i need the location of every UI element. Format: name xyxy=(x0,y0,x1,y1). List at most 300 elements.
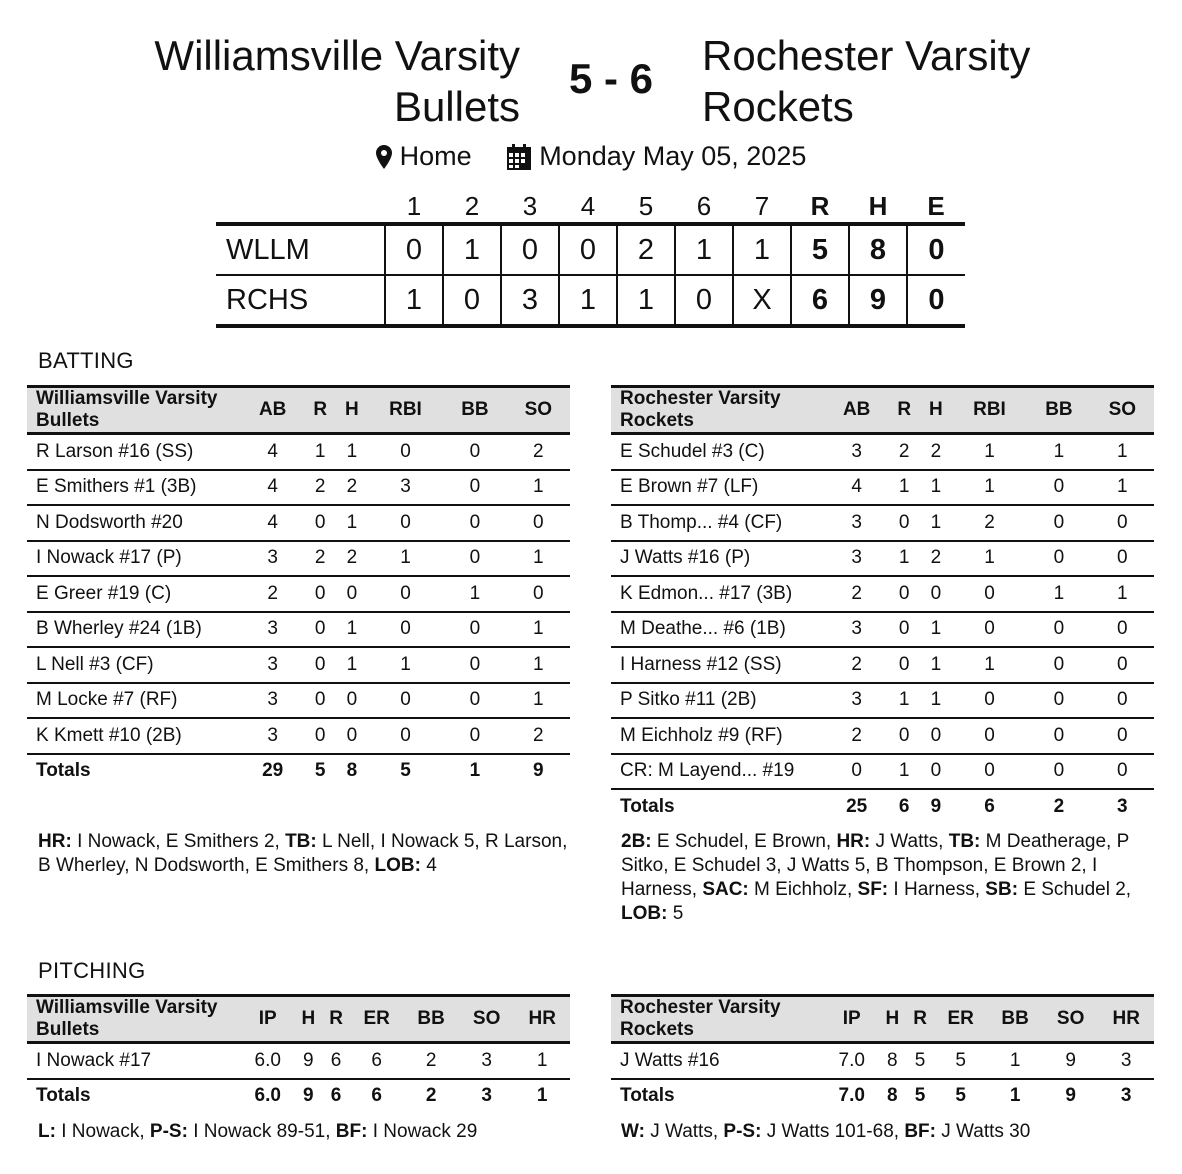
linescore-hits: 9 xyxy=(849,275,907,326)
stat-cell: 0 xyxy=(304,718,336,754)
table-row xyxy=(27,1043,570,1079)
stat-cell: 2 xyxy=(825,647,888,683)
player-name: N Dodsworth #20 xyxy=(27,505,241,541)
column-header: H xyxy=(294,996,322,1043)
note-label: P-S: xyxy=(723,1121,762,1142)
linescore-header-inning: 3 xyxy=(522,190,538,221)
stat-cell: 3 xyxy=(241,683,304,719)
table-row xyxy=(611,434,1154,470)
stat-cell: 5 xyxy=(906,1043,934,1079)
totals-cell: 5 xyxy=(934,1079,987,1114)
stat-cell: 0 xyxy=(368,576,444,612)
stat-cell: 0 xyxy=(304,683,336,719)
stat-cell: 0 xyxy=(952,612,1028,648)
stat-cell: 0 xyxy=(443,505,506,541)
stat-cell: 3 xyxy=(1098,1043,1154,1079)
totals-cell: 2 xyxy=(403,1079,459,1114)
totals-cell: 9 xyxy=(920,789,952,824)
stat-cell: 2 xyxy=(336,541,368,577)
player-name: K Edmon... #17 (3B) xyxy=(611,576,825,612)
away-team-line1: Williamsville Varsity xyxy=(154,32,520,79)
column-header: HR xyxy=(1098,996,1154,1043)
totals-cell: 29 xyxy=(241,754,304,789)
player-name: K Kmett #10 (2B) xyxy=(27,718,241,754)
column-header: BB xyxy=(1027,387,1090,434)
player-name: I Nowack #17 (P) xyxy=(27,541,241,577)
stat-cell: 1 xyxy=(952,470,1028,506)
player-name: B Wherley #24 (1B) xyxy=(27,612,241,648)
note-label: 2B: xyxy=(621,831,652,852)
stat-cell: 0 xyxy=(1091,683,1154,719)
note-text: J Watts 30 xyxy=(941,1121,1031,1142)
stat-cell: 2 xyxy=(403,1043,459,1079)
stat-cell: 0 xyxy=(368,718,444,754)
totals-cell: 3 xyxy=(459,1079,515,1114)
stat-cell: 0 xyxy=(336,718,368,754)
player-name: CR: M Layend... #19 xyxy=(611,754,825,790)
stat-cell: 2 xyxy=(241,576,304,612)
stat-cell: 1 xyxy=(336,612,368,648)
note-label: HR: xyxy=(836,831,871,852)
home-team-line1: Rochester Varsity xyxy=(702,32,1031,79)
stat-cell: 8 xyxy=(878,1043,906,1079)
linescore-cell: 1 xyxy=(559,275,617,326)
linescore-header-inning: 2 xyxy=(464,190,480,221)
totals-row xyxy=(611,1079,1154,1114)
column-header: BB xyxy=(987,996,1043,1043)
stat-cell: 0 xyxy=(1091,754,1154,790)
stat-cell: 1 xyxy=(507,612,570,648)
stat-cell: 0 xyxy=(1027,612,1090,648)
note-label: TB: xyxy=(285,831,317,852)
player-name: M Locke #7 (RF) xyxy=(27,683,241,719)
note-text: M Eichholz, xyxy=(754,879,853,900)
stat-cell: 3 xyxy=(368,470,444,506)
linescore-row xyxy=(216,224,965,275)
stat-cell: 1 xyxy=(888,683,920,719)
stat-cell: 5 xyxy=(934,1043,987,1079)
totals-row xyxy=(611,789,1154,824)
table-row xyxy=(611,718,1154,754)
totals-cell: 8 xyxy=(878,1079,906,1114)
stat-cell: 0 xyxy=(1027,754,1090,790)
stat-cell: 1 xyxy=(507,647,570,683)
stat-cell: 0 xyxy=(336,576,368,612)
map-pin-icon xyxy=(376,145,392,169)
column-header: IP xyxy=(825,996,878,1043)
stat-cell: 1 xyxy=(952,647,1028,683)
stat-cell: 0 xyxy=(952,683,1028,719)
final-score: 5 - 6 xyxy=(568,55,654,102)
stat-cell: 2 xyxy=(304,470,336,506)
linescore-cell: 1 xyxy=(385,275,443,326)
totals-label: Totals xyxy=(27,754,241,789)
stat-cell: 4 xyxy=(241,434,304,470)
home-team-name xyxy=(702,30,1122,132)
calendar-icon xyxy=(507,144,531,170)
player-name: E Smithers #1 (3B) xyxy=(27,470,241,506)
player-name: M Deathe... #6 (1B) xyxy=(611,612,825,648)
batting-table-home xyxy=(611,385,1154,824)
table-row xyxy=(27,541,570,577)
stat-cell: 0 xyxy=(888,718,920,754)
table-row xyxy=(611,612,1154,648)
player-name: B Thomp... #4 (CF) xyxy=(611,505,825,541)
stat-cell: 7.0 xyxy=(825,1043,878,1079)
stat-cell: 3 xyxy=(459,1043,515,1079)
linescore-header-inning: 5 xyxy=(638,190,654,221)
location-text: Home xyxy=(399,141,472,172)
linescore-row xyxy=(216,275,965,326)
note-text: L Nell, I Nowack 5, R Larson, B Wherley, N Dodsworth, E Smithers 8, xyxy=(38,831,568,876)
totals-cell: 5 xyxy=(906,1079,934,1114)
note-label: LOB: xyxy=(621,903,668,924)
totals-cell: 1 xyxy=(987,1079,1043,1114)
linescore-hits: 8 xyxy=(849,224,907,275)
column-header: SO xyxy=(459,996,515,1043)
linescore-cell: 3 xyxy=(501,275,559,326)
note-label: HR: xyxy=(38,831,72,852)
column-header: IP xyxy=(241,996,294,1043)
stat-cell: 1 xyxy=(987,1043,1043,1079)
player-name: I Nowack #17 xyxy=(27,1043,241,1079)
linescore-cell: 0 xyxy=(385,224,443,275)
note-text: 5 xyxy=(672,903,684,924)
note-label: P-S: xyxy=(149,1121,188,1142)
note-text: I Nowack 89-51, xyxy=(193,1121,331,1142)
player-name: J Watts #16 xyxy=(611,1043,825,1079)
stat-cell: 1 xyxy=(920,683,952,719)
column-header-team: Williamsville Varsity Bullets xyxy=(27,387,241,434)
batting-table-away xyxy=(27,385,570,788)
column-header: SO xyxy=(1043,996,1099,1043)
column-header: R xyxy=(304,387,336,434)
linescore-cell: 1 xyxy=(443,224,501,275)
away-team-line2: Bullets xyxy=(393,83,520,130)
stat-cell: 4 xyxy=(241,470,304,506)
stat-cell: 3 xyxy=(241,647,304,683)
stat-cell: 0 xyxy=(888,576,920,612)
player-name: P Sitko #11 (2B) xyxy=(611,683,825,719)
totals-cell: 25 xyxy=(825,789,888,824)
stat-cell: 1 xyxy=(507,470,570,506)
stat-cell: 0 xyxy=(443,683,506,719)
pitching-notes-away xyxy=(38,1120,578,1144)
totals-cell: 3 xyxy=(1091,789,1154,824)
stat-cell: 0 xyxy=(888,647,920,683)
stat-cell: 0 xyxy=(1027,470,1090,506)
table-row xyxy=(611,754,1154,790)
totals-cell: 6 xyxy=(350,1079,403,1114)
stat-cell: 6 xyxy=(350,1043,403,1079)
linescore-header-inning: 1 xyxy=(406,190,422,221)
note-label: BF: xyxy=(335,1121,368,1142)
note-text: J Watts, xyxy=(650,1121,719,1142)
totals-cell: 1 xyxy=(443,754,506,789)
stat-cell: 0 xyxy=(1091,541,1154,577)
totals-cell: 1 xyxy=(514,1079,570,1114)
table-row xyxy=(27,434,570,470)
stat-cell: 0 xyxy=(888,612,920,648)
player-name: M Eichholz #9 (RF) xyxy=(611,718,825,754)
stat-cell: 0 xyxy=(1027,647,1090,683)
column-header: AB xyxy=(825,387,888,434)
stat-cell: 4 xyxy=(241,505,304,541)
note-text: I Nowack, xyxy=(61,1121,145,1142)
table-row xyxy=(27,505,570,541)
pitching-title: PITCHING xyxy=(38,958,146,983)
linescore-header-errors: E xyxy=(927,190,945,221)
linescore-header-team xyxy=(216,190,385,224)
stat-cell: 2 xyxy=(825,718,888,754)
note-label: SF: xyxy=(857,879,889,900)
column-header: BB xyxy=(403,996,459,1043)
stat-cell: 0 xyxy=(304,647,336,683)
stat-cell: 1 xyxy=(920,647,952,683)
table-row xyxy=(27,683,570,719)
stat-cell: 0 xyxy=(304,612,336,648)
linescore-cell: 0 xyxy=(443,275,501,326)
stat-cell: 0 xyxy=(443,647,506,683)
stat-cell: 9 xyxy=(294,1043,322,1079)
stat-cell: 1 xyxy=(304,434,336,470)
stat-cell: 3 xyxy=(241,718,304,754)
table-row xyxy=(27,718,570,754)
totals-cell: 6 xyxy=(322,1079,350,1114)
stat-cell: 1 xyxy=(888,541,920,577)
stat-cell: 0 xyxy=(952,754,1028,790)
totals-cell: 5 xyxy=(368,754,444,789)
linescore-errors: 0 xyxy=(907,224,965,275)
column-header: H xyxy=(920,387,952,434)
totals-cell: 5 xyxy=(304,754,336,789)
totals-label: Totals xyxy=(27,1079,241,1114)
totals-cell: 2 xyxy=(1027,789,1090,824)
totals-cell: 7.0 xyxy=(825,1079,878,1114)
totals-cell: 9 xyxy=(294,1079,322,1114)
stat-cell: 2 xyxy=(952,505,1028,541)
column-header: BB xyxy=(443,387,506,434)
table-row xyxy=(611,541,1154,577)
stat-cell: 3 xyxy=(241,541,304,577)
column-header: AB xyxy=(241,387,304,434)
note-text: I Nowack, E Smithers 2, xyxy=(77,831,280,852)
table-row xyxy=(611,576,1154,612)
column-header: SO xyxy=(1091,387,1154,434)
stat-cell: 0 xyxy=(1091,505,1154,541)
stat-cell: 1 xyxy=(1027,434,1090,470)
note-label: LOB: xyxy=(374,855,421,876)
stat-cell: 0 xyxy=(507,576,570,612)
table-row xyxy=(27,612,570,648)
table-header-row xyxy=(611,387,1154,434)
stat-cell: 0 xyxy=(1027,718,1090,754)
stat-cell: 0 xyxy=(1091,718,1154,754)
note-text: E Schudel 2, xyxy=(1023,879,1132,900)
table-row xyxy=(611,505,1154,541)
note-label: BF: xyxy=(904,1121,936,1142)
totals-cell: 6.0 xyxy=(241,1079,294,1114)
stat-cell: 3 xyxy=(825,612,888,648)
stat-cell: 1 xyxy=(920,612,952,648)
totals-row xyxy=(27,754,570,789)
stat-cell: 1 xyxy=(888,470,920,506)
note-text: 4 xyxy=(426,855,437,876)
stat-cell: 2 xyxy=(507,434,570,470)
stat-cell: 4 xyxy=(825,470,888,506)
table-row xyxy=(27,576,570,612)
column-header: HR xyxy=(514,996,570,1043)
stat-cell: 3 xyxy=(825,434,888,470)
linescore-cell: 1 xyxy=(733,224,791,275)
note-text: M Deatherage, P Sitko, E Schudel 3, J Watts 5, B Thompson, E Brown 2, I Harness, xyxy=(621,831,1129,900)
stat-cell: 1 xyxy=(1091,470,1154,506)
note-text: I Harness, xyxy=(893,879,981,900)
column-header: RBI xyxy=(368,387,444,434)
totals-cell: 6 xyxy=(888,789,920,824)
batting-notes-home xyxy=(621,830,1161,926)
stat-cell: 1 xyxy=(336,505,368,541)
totals-cell: 3 xyxy=(1098,1079,1154,1114)
linescore-header-inning: 7 xyxy=(754,190,770,221)
stat-cell: 0 xyxy=(1027,505,1090,541)
away-team-name xyxy=(100,30,520,132)
stat-cell: 3 xyxy=(241,612,304,648)
stat-cell: 2 xyxy=(825,576,888,612)
column-header: SO xyxy=(507,387,570,434)
note-label: SB: xyxy=(985,879,1019,900)
column-header: H xyxy=(878,996,906,1043)
column-header-team: Williamsville Varsity Bullets xyxy=(27,996,241,1043)
pitching-table-home xyxy=(611,994,1154,1113)
linescore-cell: 1 xyxy=(675,224,733,275)
stat-cell: 1 xyxy=(952,434,1028,470)
linescore-header-inning: 4 xyxy=(580,190,596,221)
table-header-row xyxy=(27,996,570,1043)
stat-cell: 2 xyxy=(507,718,570,754)
totals-label: Totals xyxy=(611,1079,825,1114)
table-row xyxy=(611,647,1154,683)
player-name: J Watts #16 (P) xyxy=(611,541,825,577)
stat-cell: 0 xyxy=(368,612,444,648)
table-row xyxy=(611,470,1154,506)
column-header: R xyxy=(322,996,350,1043)
stat-cell: 2 xyxy=(920,541,952,577)
game-date xyxy=(507,141,806,172)
stat-cell: 0 xyxy=(1027,683,1090,719)
stat-cell: 0 xyxy=(825,754,888,790)
stat-cell: 0 xyxy=(920,576,952,612)
pitching-table-away xyxy=(27,994,570,1113)
stat-cell: 0 xyxy=(920,718,952,754)
stat-cell: 6 xyxy=(322,1043,350,1079)
table-row xyxy=(611,683,1154,719)
stat-cell: 0 xyxy=(1091,647,1154,683)
batting-notes-away xyxy=(38,830,578,878)
stat-cell: 1 xyxy=(1027,576,1090,612)
stat-cell: 0 xyxy=(368,683,444,719)
stat-cell: 2 xyxy=(304,541,336,577)
stat-cell: 0 xyxy=(443,718,506,754)
home-team-line2: Rockets xyxy=(702,83,854,130)
stat-cell: 1 xyxy=(920,470,952,506)
stat-cell: 2 xyxy=(888,434,920,470)
stat-cell: 1 xyxy=(920,505,952,541)
linescore-header-inning: 6 xyxy=(696,190,712,221)
totals-cell: 9 xyxy=(1043,1079,1099,1114)
stat-cell: 2 xyxy=(920,434,952,470)
linescore-team: RCHS xyxy=(216,275,385,326)
note-text: J Watts, xyxy=(875,831,944,852)
stat-cell: 1 xyxy=(1091,434,1154,470)
table-header-row xyxy=(27,387,570,434)
linescore-header-hits: H xyxy=(868,190,888,221)
stat-cell: 0 xyxy=(304,576,336,612)
table-row xyxy=(27,470,570,506)
player-name: L Nell #3 (CF) xyxy=(27,647,241,683)
linescore-cell: X xyxy=(733,275,791,326)
stat-cell: 0 xyxy=(443,434,506,470)
stat-cell: 0 xyxy=(443,541,506,577)
stat-cell: 3 xyxy=(825,683,888,719)
linescore-errors: 0 xyxy=(907,275,965,326)
stat-cell: 0 xyxy=(368,434,444,470)
totals-cell: 6 xyxy=(952,789,1028,824)
note-text: E Schudel, E Brown, xyxy=(656,831,832,852)
note-label: W: xyxy=(621,1121,645,1142)
table-row xyxy=(611,1043,1154,1079)
column-header: ER xyxy=(350,996,403,1043)
linescore-team: WLLM xyxy=(216,224,385,275)
player-name: R Larson #16 (SS) xyxy=(27,434,241,470)
player-name: I Harness #12 (SS) xyxy=(611,647,825,683)
game-meta xyxy=(0,140,1182,172)
note-text: J Watts 101-68, xyxy=(766,1121,900,1142)
pitching-notes-home xyxy=(621,1120,1161,1144)
column-header: R xyxy=(888,387,920,434)
column-header-team: Rochester Varsity Rockets xyxy=(611,996,825,1043)
stat-cell: 1 xyxy=(336,434,368,470)
stat-cell: 1 xyxy=(368,647,444,683)
linescore-cell: 2 xyxy=(617,224,675,275)
column-header-team: Rochester Varsity Rockets xyxy=(611,387,825,434)
stat-cell: 0 xyxy=(1027,541,1090,577)
stat-cell: 2 xyxy=(336,470,368,506)
totals-cell: 8 xyxy=(336,754,368,789)
linescore-cell: 0 xyxy=(559,224,617,275)
stat-cell: 1 xyxy=(368,541,444,577)
stat-cell: 3 xyxy=(825,541,888,577)
note-label: L: xyxy=(38,1121,56,1142)
stat-cell: 0 xyxy=(952,576,1028,612)
stat-cell: 1 xyxy=(336,647,368,683)
stat-cell: 0 xyxy=(304,505,336,541)
stat-cell: 1 xyxy=(507,683,570,719)
stat-cell: 1 xyxy=(514,1043,570,1079)
stat-cell: 1 xyxy=(952,541,1028,577)
table-header-row xyxy=(611,996,1154,1043)
location xyxy=(376,141,472,172)
table-row xyxy=(27,647,570,683)
totals-label: Totals xyxy=(611,789,825,824)
player-name: E Brown #7 (LF) xyxy=(611,470,825,506)
stat-cell: 6.0 xyxy=(241,1043,294,1079)
linescore-runs: 5 xyxy=(791,224,849,275)
note-text: I Nowack 29 xyxy=(372,1121,478,1142)
linescore-header-runs: R xyxy=(810,190,830,221)
linescore-cell: 0 xyxy=(675,275,733,326)
linescore-runs: 6 xyxy=(791,275,849,326)
